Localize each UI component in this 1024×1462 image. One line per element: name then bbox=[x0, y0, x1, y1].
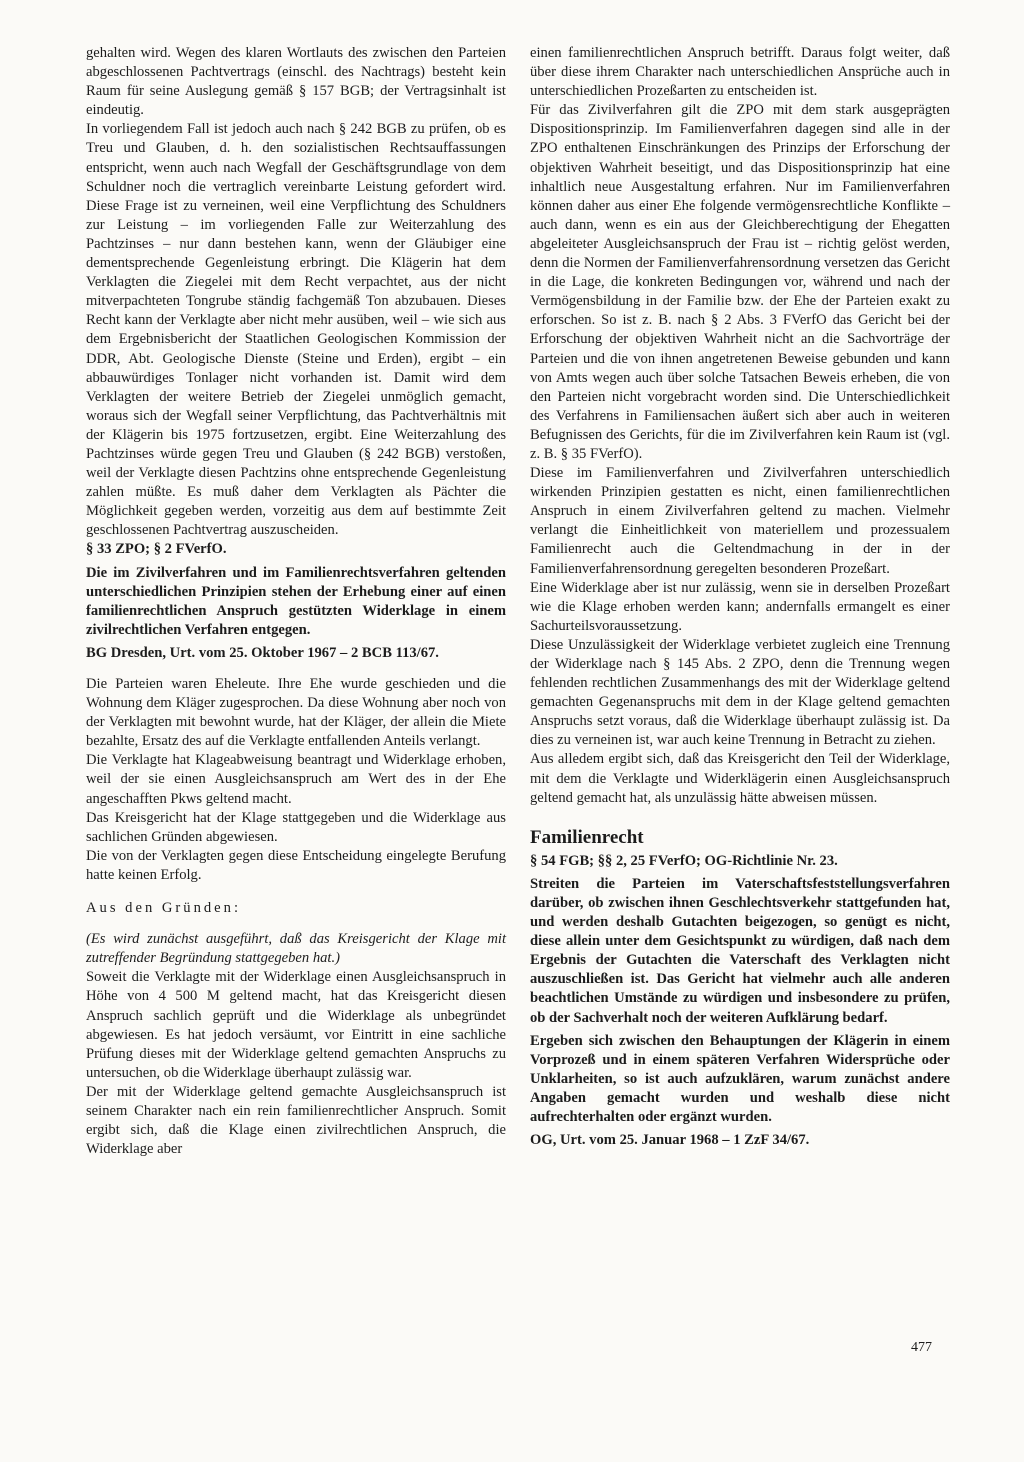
paragraph: Für das Zivilverfahren gilt die ZPO mit dem stark ausgeprägten Dispositionsprinzip. Im Familienverfahren dagegen sind alle in der ZPO enthaltenen Einschränkungen des Prinzips der Erforschung der objektiven Wahrheit beseitigt, und das Dispositionsprinzip hat eine inhaltlich neue Ausgestaltung erfahren. Nur im Familienverfahren können daher aus einer Ehe folgende vermögensrechtliche Konflikte – auch dann, wenn es ein aus der Gleichberechtigung der Ehegatten abgeleiteter Ausgleichsanspruch der Frau ist – richtig gelöst werden, denn die Normen der Familienverfahrensordnung versetzen das Gericht in die Lage, die konkreten Bedingungen vor, während und nach der Vermögensbildung in der Familie bzw. der Ehe der Parteien exakt zu erforschen. So ist z. B. nach § 2 Abs. 3 FVerfO das Gericht bei der Erforschung der objektiven Wahrheit nicht an die Sachvorträge der Parteien und die von ihnen angetretenen Beweise gebunden und kann von Amts wegen auch über solche Tatsachen Beweis erheben, die von den Parteien nicht vorgebracht worden sind. Die Unterschiedlichkeit des Verfahrens in Familiensachen äußert sich aber auch in weiteren Befugnissen des Gerichts, für die im Zivilverfahren kein Raum ist (vgl. z. B. § 35 FVerfO). bbox=[530, 102, 950, 462]
paragraph: Das Kreisgericht hat der Klage stattgegeben und die Widerklage aus sachlichen Gründen abgewiesen. bbox=[86, 809, 506, 845]
section-title: Familienrecht bbox=[530, 826, 644, 848]
law-reference-heading: § 33 ZPO; § 2 FVerfO. bbox=[86, 541, 227, 558]
paragraph: Der mit der Widerklage geltend gemachte Ausgleichsanspruch ist seinem Charakter nach ein rein familienrechtlicher Anspruch. Somit ergibt sich, daß die Klage einen zivilrechtlichen Anspruch, die Widerklage aber bbox=[86, 1083, 506, 1158]
headnote: Die im Zivilverfahren und im Familienrechtsverfahren geltenden unterschiedlichen Prinzipien stehen der Erhebung einer auf einen familienrechtlichen Anspruch gestützten Widerklage in einem zivilrechtlichen Verfahren entgegen. bbox=[86, 564, 506, 638]
left-column bbox=[86, 44, 506, 1159]
reasons-heading: Aus den Gründen: bbox=[86, 900, 242, 917]
law-reference-heading: § 54 FGB; §§ 2, 25 FVerfO; OG-Richtlinie Nr. 23. bbox=[530, 852, 838, 869]
paragraph: gehalten wird. Wegen des klaren Wortlauts des zwischen den Parteien abgeschlossenen Pachtvertrags (einschl. des Nachtrags) besteht kein Raum für seine Auslegung gemäß § 157 BGB; der Vertragsinhalt ist eindeutig. bbox=[86, 45, 506, 119]
italic-note: (Es wird zunächst ausgeführt, daß das Kreisgericht der Klage mit zutreffender Begründung stattgegeben hat.) bbox=[86, 931, 506, 967]
page-number: 477 bbox=[911, 1340, 932, 1355]
paragraph: Eine Widerklage aber ist nur zulässig, wenn sie in derselben Prozeßart wie die Klage erhoben werden kann; andernfalls ermangelt es einer Sachurteilsvoraussetzung. bbox=[530, 579, 950, 634]
headnote: Streiten die Parteien im Vaterschaftsfeststellungsverfahren darüber, ob zwischen ihnen Geschlechtsverkehr stattgefunden hat, und werden deshalb Gutachten beigezogen, so genügt es nicht, diese allein unter dem Gesichtspunkt zu würdigen, daß nach dem Ergebnis der Gutachten die Vaterschaft des Verklagten nicht auszuschließen ist. Das Gericht hat vielmehr auch alle anderen beachtlichen Umstände zu würdigen und insbesondere zu prüfen, ob der Sachverhalt noch der weiteren Aufklärung bedarf. bbox=[530, 875, 950, 1026]
paragraph: einen familienrechtlichen Anspruch betrifft. Daraus folgt weiter, daß über diese ihrem Charakter nach unterschiedlichen Ansprüche auch in unterschiedlichen Prozeßarten zu entscheiden ist. bbox=[530, 45, 950, 100]
court-citation: BG Dresden, Urt. vom 25. Oktober 1967 – 2 BCB 113/67. bbox=[86, 644, 439, 661]
paragraph: Die von der Verklagten gegen diese Entscheidung eingelegte Berufung hatte keinen Erfolg. bbox=[86, 847, 506, 883]
paragraph: Die Parteien waren Eheleute. Ihre Ehe wurde geschieden und die Wohnung dem Kläger zugesprochen. Da diese Wohnung aber noch von der Verklagten mit bewohnt wurde, hat der Kläger, der allein die Miete bezahlte, Ersatz des auf die Verklagte entfallenden Anteils verlangt. bbox=[86, 676, 506, 750]
paragraph: Aus alledem ergibt sich, daß das Kreisgericht den Teil der Widerklage, mit dem die Verklagte und Widerklägerin einen Ausgleichsanspruch geltend gemacht hat, als unzulässig hätte abweisen müssen. bbox=[530, 751, 950, 806]
paragraph: Diese Unzulässigkeit der Widerklage verbietet zugleich eine Trennung der Widerklage nach § 145 Abs. 2 ZPO, denn die Trennung wegen fehlenden rechtlichen Zusammenhangs des mit der Widerklage geltend gemachten Gegenanspruchs mit dem in der Klage geltend gemachten Anspruchs setzt voraus, daß die Widerklage überhaupt zulässig ist. Da dies zu verneinen ist, war auch keine Trennung in Betracht zu ziehen. bbox=[530, 636, 950, 749]
paragraph: In vorliegendem Fall ist jedoch auch nach § 242 BGB zu prüfen, ob es Treu und Glauben, d. h. den sozialistischen Rechtsauffassungen entspricht, wenn auch nach Wegfall der Geschäftsgrundlage von dem Schuldner noch die vertraglich vereinbarte Leistung gefordert wird. Diese Frage ist zu verneinen, weil eine Verpflichtung des Schuldners zur Leistung – im vorliegenden Falle zur Weiterzahlung des Pachtzinses – nur dann bestehen kann, wenn der Gläubiger eine dementsprechende Gegenleistung erbringt. Die Klägerin hat dem Verklagten die Ziegelei mit dem Recht verpachtet, aus der nicht mitverpachteten Tongrube ständig fachgemäß Ton abzubauen. Dieses Recht kann der Verklagte aber nicht mehr ausüben, weil – wie sich aus dem Ergebnisbericht der Staatlichen Geologischen Kommission der DDR, Abt. Geologische Dienste (Steine und Erden), ergibt – ein abbauwürdiges Tonlager nicht vorhanden ist. Damit wird dem Verklagten der weitere Betrieb der Ziegelei unmöglich gemacht, woraus sich der Wegfall seiner Verpflichtung, das Pachtverhältnis mit der Klägerin bis 1975 fortzusetzen, ergibt. Eine Weiterzahlung des Pachtzinses würde gegen Treu und Glauben (§ 242 BGB) verstoßen, weil der Verklagte diesen Pachtzins ohne entsprechende Gegenleistung zahlen müßte. Es muß daher dem Verklagten als Pächter die Möglichkeit gegeben werden, vorzeitig aus dem auf bestimmte Zeit geschlossenen Pachtvertrag auszuscheiden. bbox=[86, 121, 506, 539]
court-citation: OG, Urt. vom 25. Januar 1968 – 1 ZzF 34/67. bbox=[530, 1132, 810, 1149]
headnote: Ergeben sich zwischen den Behauptungen der Klägerin in einem Vorprozeß und in einem späteren Verfahren Widersprüche oder Unklarheiten, so ist auch aufzuklären, warum zunächst andere Angaben gemacht wurden und weshalb diese nicht aufrechterhalten oder ergänzt wurden. bbox=[530, 1032, 950, 1125]
paragraph: Soweit die Verklagte mit der Widerklage einen Ausgleichsanspruch in Höhe von 4 500 M geltend macht, hat das Kreisgericht diesen Anspruch sachlich geprüft und die Widerklage als unbegründet abgewiesen. Es hat jedoch versäumt, vor Eintritt in eine sachliche Prüfung dieses mit der Widerklage geltend gemachten Anspruchs zu untersuchen, ob die Widerklage überhaupt zulässig war. bbox=[86, 969, 506, 1081]
right-column bbox=[530, 44, 950, 1150]
paragraph: Diese im Familienverfahren und Zivilverfahren unterschiedlich wirkenden Prinzipien gestatten es nicht, einen familienrechtlichen Anspruch in einem Zivilverfahren geltend zu machen. Vielmehr verlangt die Einheitlichkeit von materiellem und prozessualem Familienrecht auch die Geltendmachung in der in der Familienverfahrensordnung geregelten besonderen Prozeßart. bbox=[530, 465, 950, 577]
paragraph: Die Verklagte hat Klageabweisung beantragt und Widerklage erhoben, weil der sie einen Ausgleichsanspruch am Wert des in der Ehe angeschafften Pkws geltend macht. bbox=[86, 752, 506, 807]
